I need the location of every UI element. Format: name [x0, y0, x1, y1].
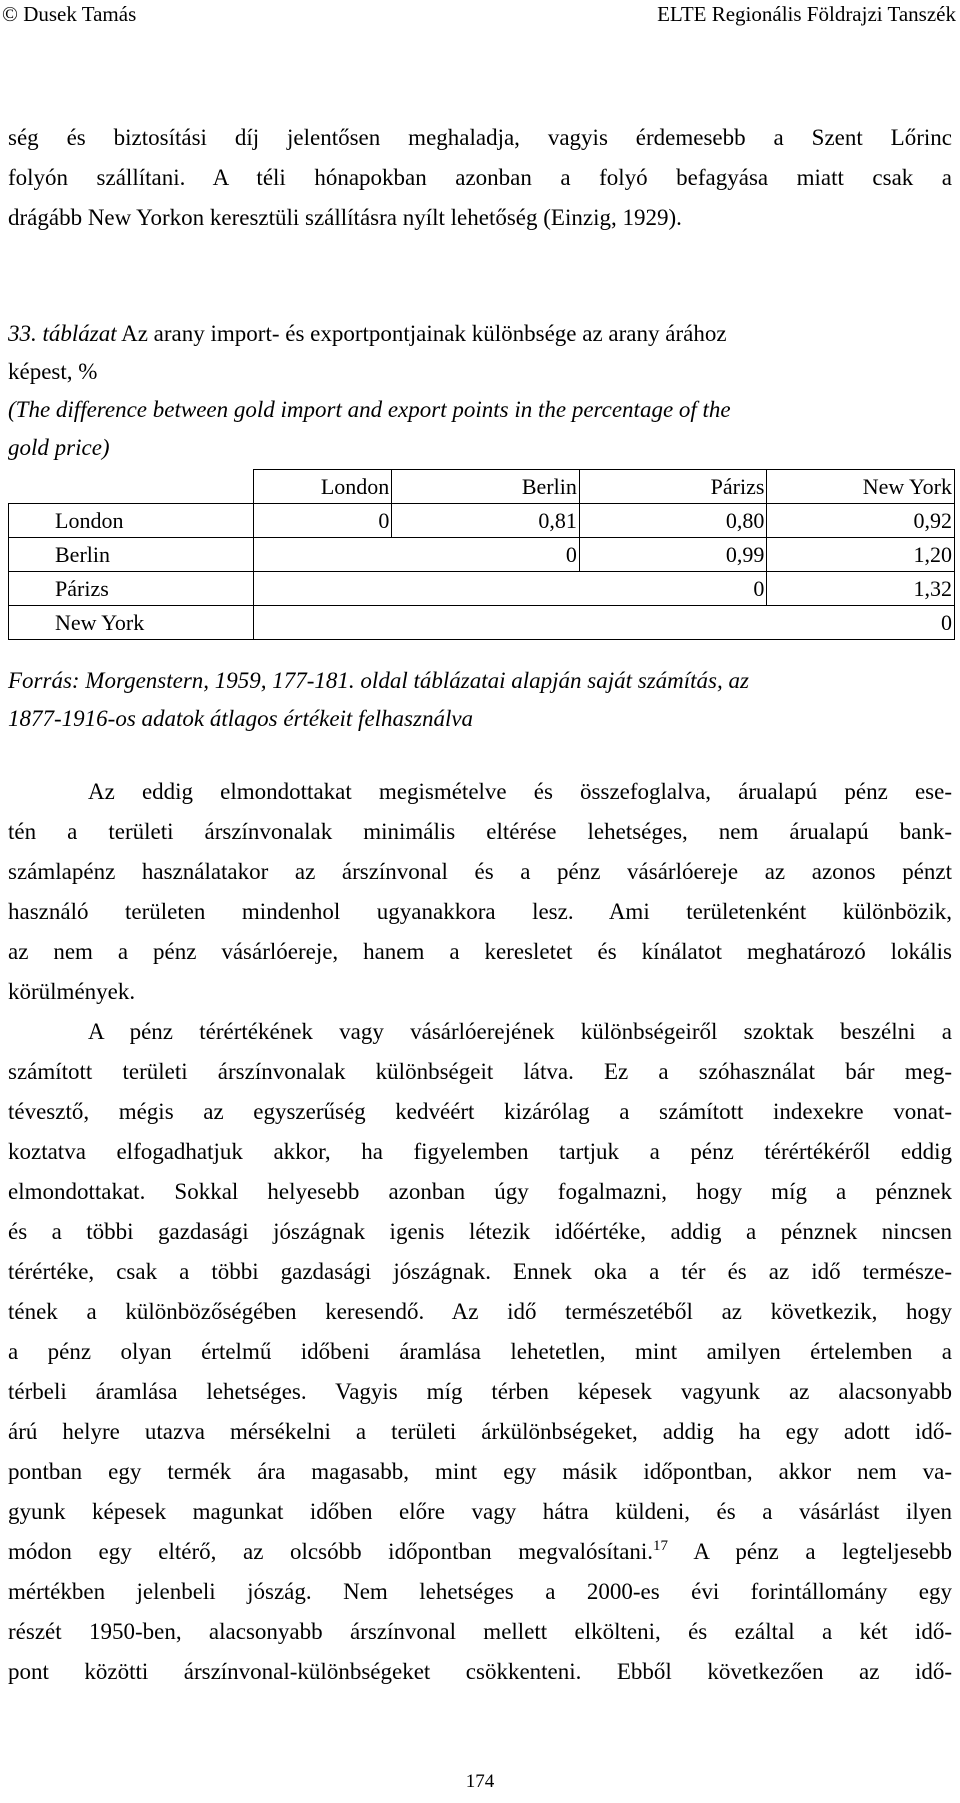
text-line: tévesztő, mégis az egyszerűség kedvéért kizárólag a számított indexekre vonat-	[8, 1099, 952, 1124]
text-line: Az eddig elmondottakat megismételve és összefoglalva, árualapú pénz ese-	[88, 779, 952, 804]
text-line: és a többi gazdasági jószágnak igenis létezik időértéke, addig a pénznek nincsen	[8, 1219, 952, 1244]
text-line: gyunk képesek magunkat időben előre vagy hátra küldeni, és a vásárlást ilyen	[8, 1499, 952, 1524]
text-line: koztatva elfogadhatjuk akkor, ha figyelemben tartjuk a pénz térértékéről eddig	[8, 1139, 952, 1164]
source-line: Forrás: Morgenstern, 1959, 177-181. oldal táblázatai alapján saját számítás, az	[8, 668, 749, 693]
footnote-marker[interactable]: 17	[653, 1538, 669, 1554]
table-cell: 0	[253, 606, 954, 640]
table-title-english-cont: gold price)	[8, 435, 110, 460]
text-line: térértéke, csak a többi gazdasági jószágnak. Ennek oka a tér és az idő természe-	[8, 1259, 952, 1284]
table-row	[9, 606, 955, 640]
text-line: térbeli áramlása lehetséges. Vagyis míg térben képesek vagyunk az alacsonyabb	[8, 1379, 952, 1404]
paragraph	[8, 772, 952, 1012]
header-department: ELTE Regionális Földrajzi Tanszék	[657, 2, 956, 26]
table-cell: 1,20	[767, 538, 955, 572]
text-fragment: A pénz a legteljesebb	[668, 1539, 952, 1564]
table-cell: 0,81	[392, 504, 580, 538]
table-cell: 0,92	[767, 504, 955, 538]
row-header: Párizs	[9, 572, 254, 606]
table-cell: 0	[253, 538, 579, 572]
column-header: London	[253, 470, 391, 504]
row-header: London	[9, 504, 254, 538]
text-line: pontban egy termék ára magasabb, mint egy másik időpontban, akkor nem va-	[8, 1459, 952, 1484]
text-line: A pénz térértékének vagy vásárlóerejének különbségeiről szoktak beszélni a	[88, 1019, 952, 1044]
text-line: tének a különbözőségében keresendő. Az idő természetéből az következik, hogy	[8, 1299, 952, 1324]
text-fragment: módon egy eltérő, az olcsóbb időpontban megvalósítani.	[8, 1539, 654, 1564]
text-line: részét 1950-ben, alacsonyabb árszínvonal mellett elkölteni, és ezáltal a két idő-	[8, 1619, 952, 1644]
text-line: az nem a pénz vásárlóereje, hanem a keresletet és kínálatot meghatározó lokális	[8, 939, 952, 964]
text-line: körülmények.	[8, 979, 136, 1004]
paragraph	[8, 1012, 952, 1692]
text-line: folyón szállítani. A téli hónapokban azonban a folyó befagyása miatt csak a	[8, 165, 952, 190]
table-header-row	[9, 470, 955, 504]
row-header: Berlin	[9, 538, 254, 572]
table-cell: 1,32	[767, 572, 955, 606]
column-header: Párizs	[579, 470, 767, 504]
table-cell: 0,99	[579, 538, 767, 572]
intro-paragraph	[8, 118, 952, 238]
gold-points-table	[8, 469, 955, 640]
page-header	[0, 0, 960, 34]
table-cell: 0	[253, 572, 766, 606]
page-number: 174	[465, 1771, 495, 1792]
table-title-english: (The difference between gold import and export points in the percentage of the	[8, 397, 731, 422]
body-text	[8, 772, 952, 1692]
text-line: a pénz olyan értelmű időbeni áramlása lehetetlen, mint amilyen értelemben a	[8, 1339, 952, 1364]
table-row	[9, 538, 955, 572]
table-corner-cell	[9, 470, 254, 504]
table-cell: 0,80	[579, 504, 767, 538]
header-copyright: © Dusek Tamás	[2, 2, 137, 26]
table-title: Az arany import- és exportpontjainak különbsége az arany árához	[116, 321, 727, 346]
table-caption	[8, 315, 952, 467]
text-line: számított területi árszínvonalak különbségeit látva. Ez a szóhasználat bár meg-	[8, 1059, 952, 1084]
text-line	[8, 1532, 952, 1572]
table-cell: 0	[253, 504, 391, 538]
text-line: számlapénz használatakor az árszínvonal és a pénz vásárlóereje az azonos pénzt	[8, 859, 952, 884]
row-header: New York	[9, 606, 254, 640]
text-line: pont közötti árszínvonal-különbségeket csökkenteni. Ebből következően az idő-	[8, 1659, 952, 1684]
text-line: ség és biztosítási díj jelentősen meghaladja, vagyis érdemesebb a Szent Lőrinc	[8, 125, 952, 150]
table-source-note	[8, 662, 952, 738]
column-header: Berlin	[392, 470, 580, 504]
column-header: New York	[767, 470, 955, 504]
source-line: 1877-1916-os adatok átlagos értékeit felhasználva	[8, 706, 474, 731]
text-line: mértékben jelenbeli jószág. Nem lehetséges a 2000-es évi forintállomány egy	[8, 1579, 952, 1604]
text-line: árú helyre utazva mérsékelni a területi árkülönbségeket, addig ha egy adott idő-	[8, 1419, 952, 1444]
table-label: 33. táblázat	[8, 321, 117, 346]
text-line: tén a területi árszínvonalak minimális eltérése lehetséges, nem árualapú bank-	[8, 819, 952, 844]
text-line: használó területen mindenhol ugyanakkora lesz. Ami területenként különbözik,	[8, 899, 952, 924]
table-row	[9, 504, 955, 538]
text-line: elmondottakat. Sokkal helyesebb azonban úgy fogalmazni, hogy míg a pénznek	[8, 1179, 952, 1204]
table-title-cont: képest, %	[8, 359, 98, 384]
table-row	[9, 572, 955, 606]
text-line: drágább New Yorkon keresztüli szállításra nyílt lehetőség (Einzig, 1929).	[8, 205, 682, 230]
